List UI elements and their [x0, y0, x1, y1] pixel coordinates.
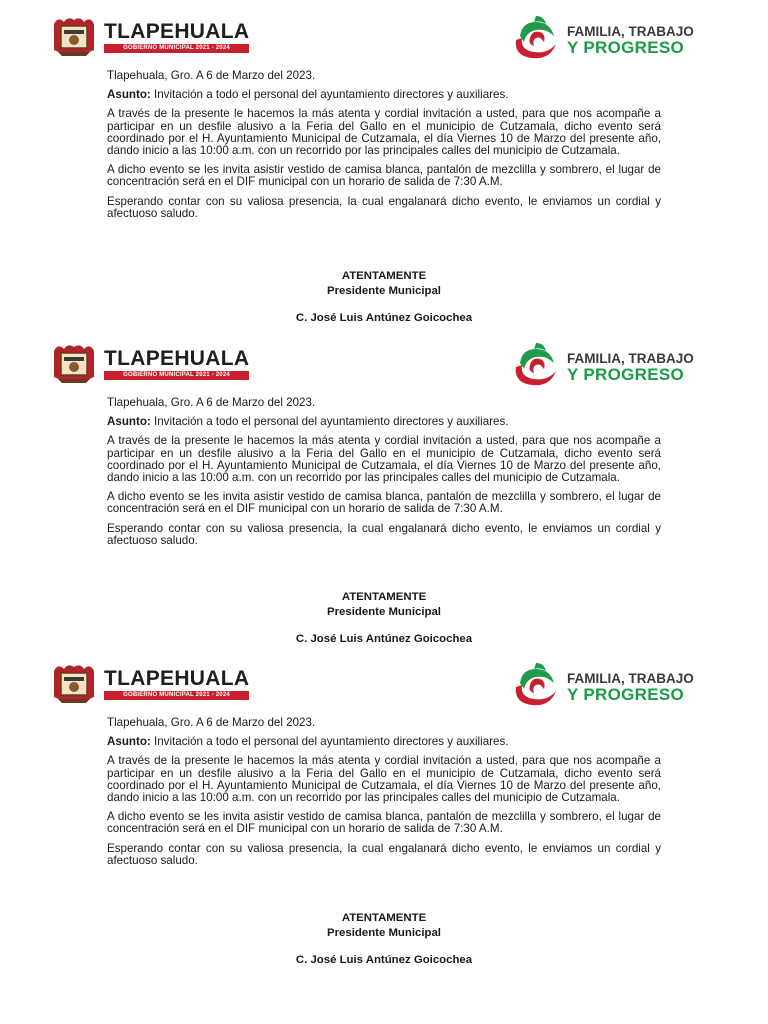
letter-body — [107, 70, 661, 227]
signature-name: C. José Luis Antúnez Goicochea — [295, 312, 473, 324]
paragraph-1: A través de la presente le hacemos la más atenta y cordial invitación a usted, para que nos acompañe a participar en un desfile alusivo a la Feria del Gallo en el municipio de Cutzamala, dicho evento será coordinado por el H. Ayuntamiento Municipal de Cutzamala, el día Viernes 10 de Marzo del presente año, dando inicio a las 10:00 a.m. con un recorrido por las principales calles del municipio de Cutzamala. — [107, 107, 661, 158]
letterhead — [0, 327, 768, 387]
closing-block — [107, 590, 661, 647]
brand-subtitle: GOBIERNO MUNICIPAL 2021 - 2024 — [104, 44, 249, 53]
closing-atentamente: ATENTAMENTE — [341, 912, 427, 924]
paragraph-2: A dicho evento se les invita asistir vestido de camisa blanca, pantalón de mezclilla y sombrero, el lugar de concentración será en el DIF municipal con un horario de salida de 7:30 A.M. — [107, 163, 661, 189]
brand-name: TLAPEHUALA — [104, 20, 250, 43]
letterhead — [0, 647, 768, 707]
paragraph-1: A través de la presente le hacemos la más atenta y cordial invitación a usted, para que nos acompañe a participar en un desfile alusivo a la Feria del Gallo en el municipio de Cutzamala, dicho evento será coordinado por el H. Ayuntamiento Municipal de Cutzamala, el día Viernes 10 de Marzo del presente año, dando inicio a las 10:00 a.m. con un recorrido por las principales calles del municipio de Cutzamala. — [107, 434, 661, 485]
slogan-line-1: FAMILIA, TRABAJO — [567, 24, 694, 39]
subject-text: Invitación a todo el personal del ayuntamiento directores y auxiliares. — [150, 735, 509, 749]
municipal-logo — [50, 661, 255, 707]
closing-block — [107, 911, 661, 968]
paragraph-3: Esperando contar con su valiosa presencia, la cual engalanará dicho evento, le enviamos un cordial y afectuoso saludo. — [107, 521, 661, 547]
slogan-line-1: FAMILIA, TRABAJO — [567, 671, 694, 686]
municipal-logo — [50, 341, 255, 387]
slogan-line-1: FAMILIA, TRABAJO — [567, 351, 694, 366]
subject-text: Invitación a todo el personal del ayuntamiento directores y auxiliares. — [150, 88, 509, 102]
closing-title: Presidente Municipal — [327, 605, 441, 618]
subject-label: Asunto: — [107, 735, 151, 749]
subject-line — [107, 736, 661, 748]
slogan-line-2: Y PROGRESO — [567, 685, 684, 704]
subject-line — [107, 416, 661, 428]
municipal-emblem-icon — [50, 16, 98, 58]
swirl-logo-icon — [510, 661, 562, 707]
brand-subtitle: GOBIERNO MUNICIPAL 2021 - 2024 — [104, 371, 249, 380]
letter-body — [107, 717, 661, 874]
signature-name: C. José Luis Antúnez Goicochea — [295, 954, 473, 966]
subject-label: Asunto: — [107, 88, 151, 102]
closing-title: Presidente Municipal — [327, 926, 441, 939]
letterhead — [0, 0, 768, 60]
paragraph-3: Esperando contar con su valiosa presencia, la cual engalanará dicho evento, le enviamos un cordial y afectuoso saludo. — [107, 841, 661, 867]
letter-date: Tlapehuala, Gro. A 6 de Marzo del 2023. — [107, 69, 316, 82]
municipal-logo — [50, 14, 255, 60]
subject-text: Invitación a todo el personal del ayuntamiento directores y auxiliares. — [150, 415, 509, 429]
subject-label: Asunto: — [107, 415, 151, 429]
municipal-emblem-icon — [50, 663, 98, 705]
brand-name: TLAPEHUALA — [104, 347, 250, 370]
closing-title: Presidente Municipal — [327, 284, 441, 297]
paragraph-3: Esperando contar con su valiosa presencia, la cual engalanará dicho evento, le enviamos un cordial y afectuoso saludo. — [107, 194, 661, 220]
letter-copy-3 — [0, 647, 768, 968]
slogan-logo — [510, 341, 710, 387]
closing-atentamente: ATENTAMENTE — [341, 591, 427, 603]
letter-date: Tlapehuala, Gro. A 6 de Marzo del 2023. — [107, 396, 316, 409]
municipal-emblem-icon — [50, 343, 98, 385]
paragraph-1: A través de la presente le hacemos la más atenta y cordial invitación a usted, para que nos acompañe a participar en un desfile alusivo a la Feria del Gallo en el municipio de Cutzamala, dicho evento será coordinado por el H. Ayuntamiento Municipal de Cutzamala, el día Viernes 10 de Marzo del presente año, dando inicio a las 10:00 a.m. con un recorrido por las principales calles del municipio de Cutzamala. — [107, 754, 661, 805]
closing-atentamente: ATENTAMENTE — [341, 270, 427, 282]
swirl-logo-icon — [510, 341, 562, 387]
subject-line — [107, 89, 661, 101]
letter-body — [107, 397, 661, 554]
paragraph-2: A dicho evento se les invita asistir vestido de camisa blanca, pantalón de mezclilla y sombrero, el lugar de concentración será en el DIF municipal con un horario de salida de 7:30 A.M. — [107, 810, 661, 836]
slogan-logo — [510, 661, 710, 707]
swirl-logo-icon — [510, 14, 562, 60]
paragraph-2: A dicho evento se les invita asistir vestido de camisa blanca, pantalón de mezclilla y sombrero, el lugar de concentración será en el DIF municipal con un horario de salida de 7:30 A.M. — [107, 490, 661, 516]
letter-copy-2 — [0, 327, 768, 648]
letter-copy-1 — [0, 0, 768, 324]
slogan-logo — [510, 14, 710, 60]
letter-date: Tlapehuala, Gro. A 6 de Marzo del 2023. — [107, 716, 316, 729]
brand-subtitle: GOBIERNO MUNICIPAL 2021 - 2024 — [104, 691, 249, 700]
slogan-line-2: Y PROGRESO — [567, 38, 684, 57]
brand-name: TLAPEHUALA — [104, 667, 250, 690]
closing-block — [107, 269, 661, 326]
signature-name: C. José Luis Antúnez Goicochea — [295, 633, 473, 645]
slogan-line-2: Y PROGRESO — [567, 365, 684, 384]
